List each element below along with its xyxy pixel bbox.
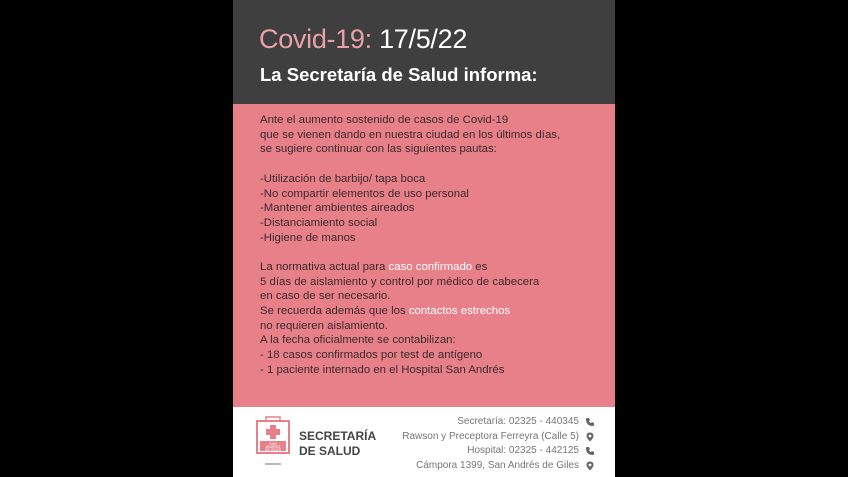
poster-body xyxy=(233,104,615,407)
normativa-text: Se recuerda además que los xyxy=(260,305,409,318)
intro-line: se sugiere continuar con las siguientes pautas: xyxy=(260,143,497,156)
normativa-paragraph xyxy=(260,260,539,378)
poster-title xyxy=(259,24,467,55)
contact-text: Rawson y Preceptora Ferreyra (Calle 5) xyxy=(402,430,579,442)
normativa-text: La normativa actual para xyxy=(260,261,389,273)
poster-footer xyxy=(233,407,615,477)
normativa-line: A la fecha oficialmente se contabilizan: xyxy=(260,334,456,347)
contact-text: Cámpora 1399, San Andrés de Giles xyxy=(416,459,579,471)
poster-subtitle: La Secretaría de Salud informa: xyxy=(260,64,538,85)
normativa-line xyxy=(260,304,539,319)
poster-header xyxy=(233,0,615,104)
normativa-line: - 18 casos confirmados por test de antígeno xyxy=(260,349,483,362)
highlight-caso-confirmado: caso confirmado xyxy=(388,261,473,273)
normativa-line: no requieren aislamiento. xyxy=(260,319,388,332)
org-name xyxy=(299,429,376,459)
contact-row xyxy=(402,444,595,459)
guideline-item: -Utilización de barbijo/ tapa boca xyxy=(260,173,426,185)
phone-icon xyxy=(585,446,595,456)
normativa-line: 5 días de aislamiento y control por médico de cabecera xyxy=(260,275,540,288)
logo-text-line: DE GILES xyxy=(264,448,282,452)
intro-paragraph xyxy=(260,113,560,157)
logo-text-line: SAN xyxy=(269,442,277,446)
title-date: 17/5/22 xyxy=(379,24,468,54)
contact-list xyxy=(402,415,595,473)
guidelines-list xyxy=(260,172,469,245)
intro-line: que se vienen dando en nuestra ciudad en los últimos días, xyxy=(260,128,561,141)
contact-row xyxy=(402,459,595,474)
intro-line: Ante el aumento sostenido de casos de Covid-19 xyxy=(260,114,509,126)
municipal-logo-icon xyxy=(255,415,291,467)
logo-text-line: ANDRÉS xyxy=(265,445,281,449)
contact-row xyxy=(402,415,595,430)
guideline-item: -Mantener ambientes aireados xyxy=(260,202,415,215)
location-pin-icon xyxy=(585,461,595,471)
normativa-text: es xyxy=(472,261,488,273)
org-name-line2: DE SALUD xyxy=(299,444,361,458)
normativa-line: en caso de ser necesario. xyxy=(260,290,391,303)
guideline-item: -Distanciamiento social xyxy=(260,217,378,230)
contact-text: Hospital: 02325 - 442125 xyxy=(467,445,579,456)
phone-icon xyxy=(585,417,595,427)
contact-row xyxy=(402,430,595,445)
normativa-line: - 1 paciente internado en el Hospital San Andrés xyxy=(260,363,505,376)
normativa-line xyxy=(260,260,539,275)
guideline-item: -No compartir elementos de uso personal xyxy=(260,187,469,200)
highlight-contactos-estrechos: contactos estrechos xyxy=(408,305,511,318)
contact-text: Secretaría: 02325 - 440345 xyxy=(457,416,579,427)
announcement-poster xyxy=(233,0,615,477)
title-prefix: Covid-19: xyxy=(259,24,372,54)
location-pin-icon xyxy=(585,432,595,442)
guideline-item: -Higiene de manos xyxy=(260,231,356,244)
org-name-line1: SECRETARÍA xyxy=(299,429,377,443)
